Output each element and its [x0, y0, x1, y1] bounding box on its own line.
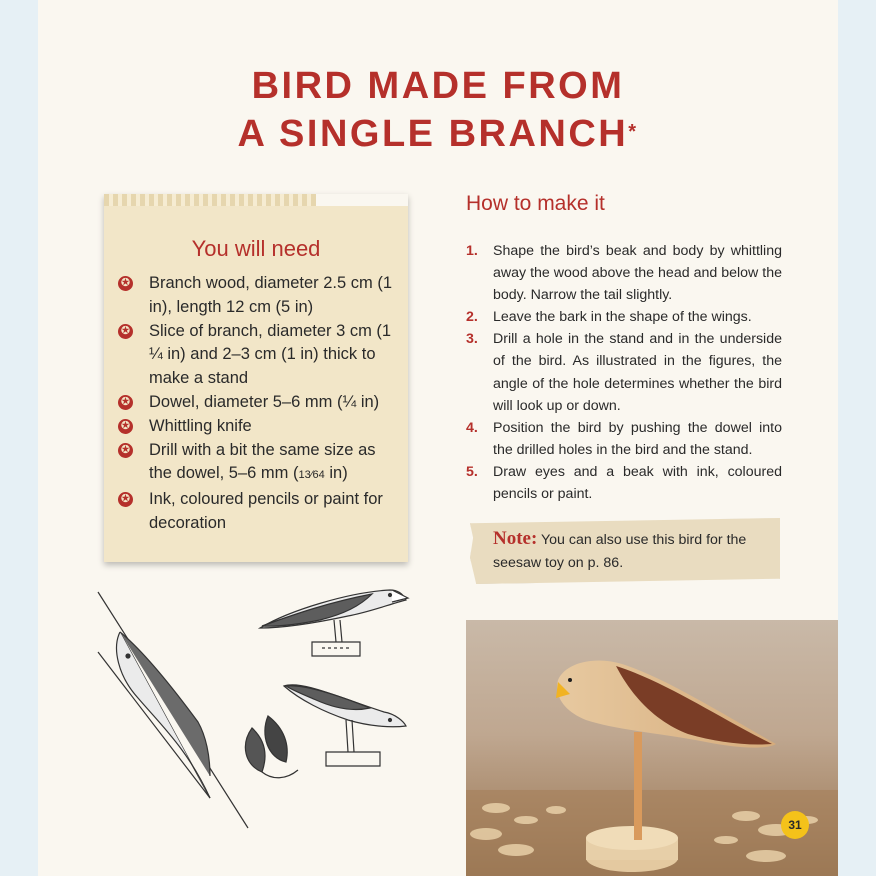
materials-list — [118, 272, 398, 536]
star-bullet-icon: ✪ — [118, 395, 133, 410]
title-asterisk: * — [628, 121, 639, 143]
bird-sketch-illustration — [90, 580, 420, 840]
instructions-list — [466, 240, 782, 505]
instruction-step: 5. Draw eyes and a beak with ink, coloured pencils or paint. — [466, 463, 782, 503]
materials-item: ✪ Drill with a bit the same size as the dowel, 5–6 mm (13⁄64 in) — [118, 439, 398, 489]
instruction-step: 1. Shape the bird’s beak and body by whittling away the wood above the head and below the body. Narrow the tail slightly. — [466, 243, 782, 304]
instruction-step: 2. Leave the bark in the shape of the wings. — [466, 309, 752, 326]
note-text: Note: You can also use this bird for the seesaw toy on p. 86. — [493, 528, 747, 571]
star-bullet-icon: ✪ — [118, 443, 133, 458]
torn-edge-gap — [316, 194, 408, 206]
materials-item: ✪ Ink, coloured pencils or paint for decoration — [118, 488, 398, 536]
materials-heading: You will need — [191, 236, 321, 261]
materials-item: ✪ Slice of branch, diameter 3 cm (1 ¼ in) and 2–3 cm (1 in) thick to make a stand — [118, 320, 398, 391]
materials-item: ✪ Dowel, diameter 5–6 mm (¼ in) — [118, 391, 398, 415]
materials-item: ✪ Whittling knife — [118, 415, 398, 439]
star-bullet-icon: ✪ — [118, 419, 133, 434]
instructions-heading: How to make it — [466, 192, 605, 215]
title-line-1: BIRD MADE FROM — [251, 65, 625, 107]
page-number-badge: 31 — [781, 811, 809, 839]
title-line-2: A SINGLE BRANCH — [237, 113, 629, 155]
star-bullet-icon: ✪ — [118, 492, 133, 507]
page-title — [0, 62, 876, 158]
instruction-step: 3. Drill a hole in the stand and in the underside of the bird. As illustrated in the figures, the angle of the hole determines whether the bird will look up or down. — [466, 331, 782, 414]
star-bullet-icon: ✪ — [118, 324, 133, 339]
wooden-bird-photo — [466, 620, 838, 876]
fraction: 13⁄64 — [298, 469, 325, 482]
note-label: Note: — [493, 528, 538, 549]
materials-item: ✪ Branch wood, diameter 2.5 cm (1 in), length 12 cm (5 in) — [118, 272, 398, 320]
instruction-step: 4. Position the bird by pushing the dowel into the drilled holes in the bird and the stand. — [466, 419, 782, 458]
star-bullet-icon: ✪ — [118, 276, 133, 291]
